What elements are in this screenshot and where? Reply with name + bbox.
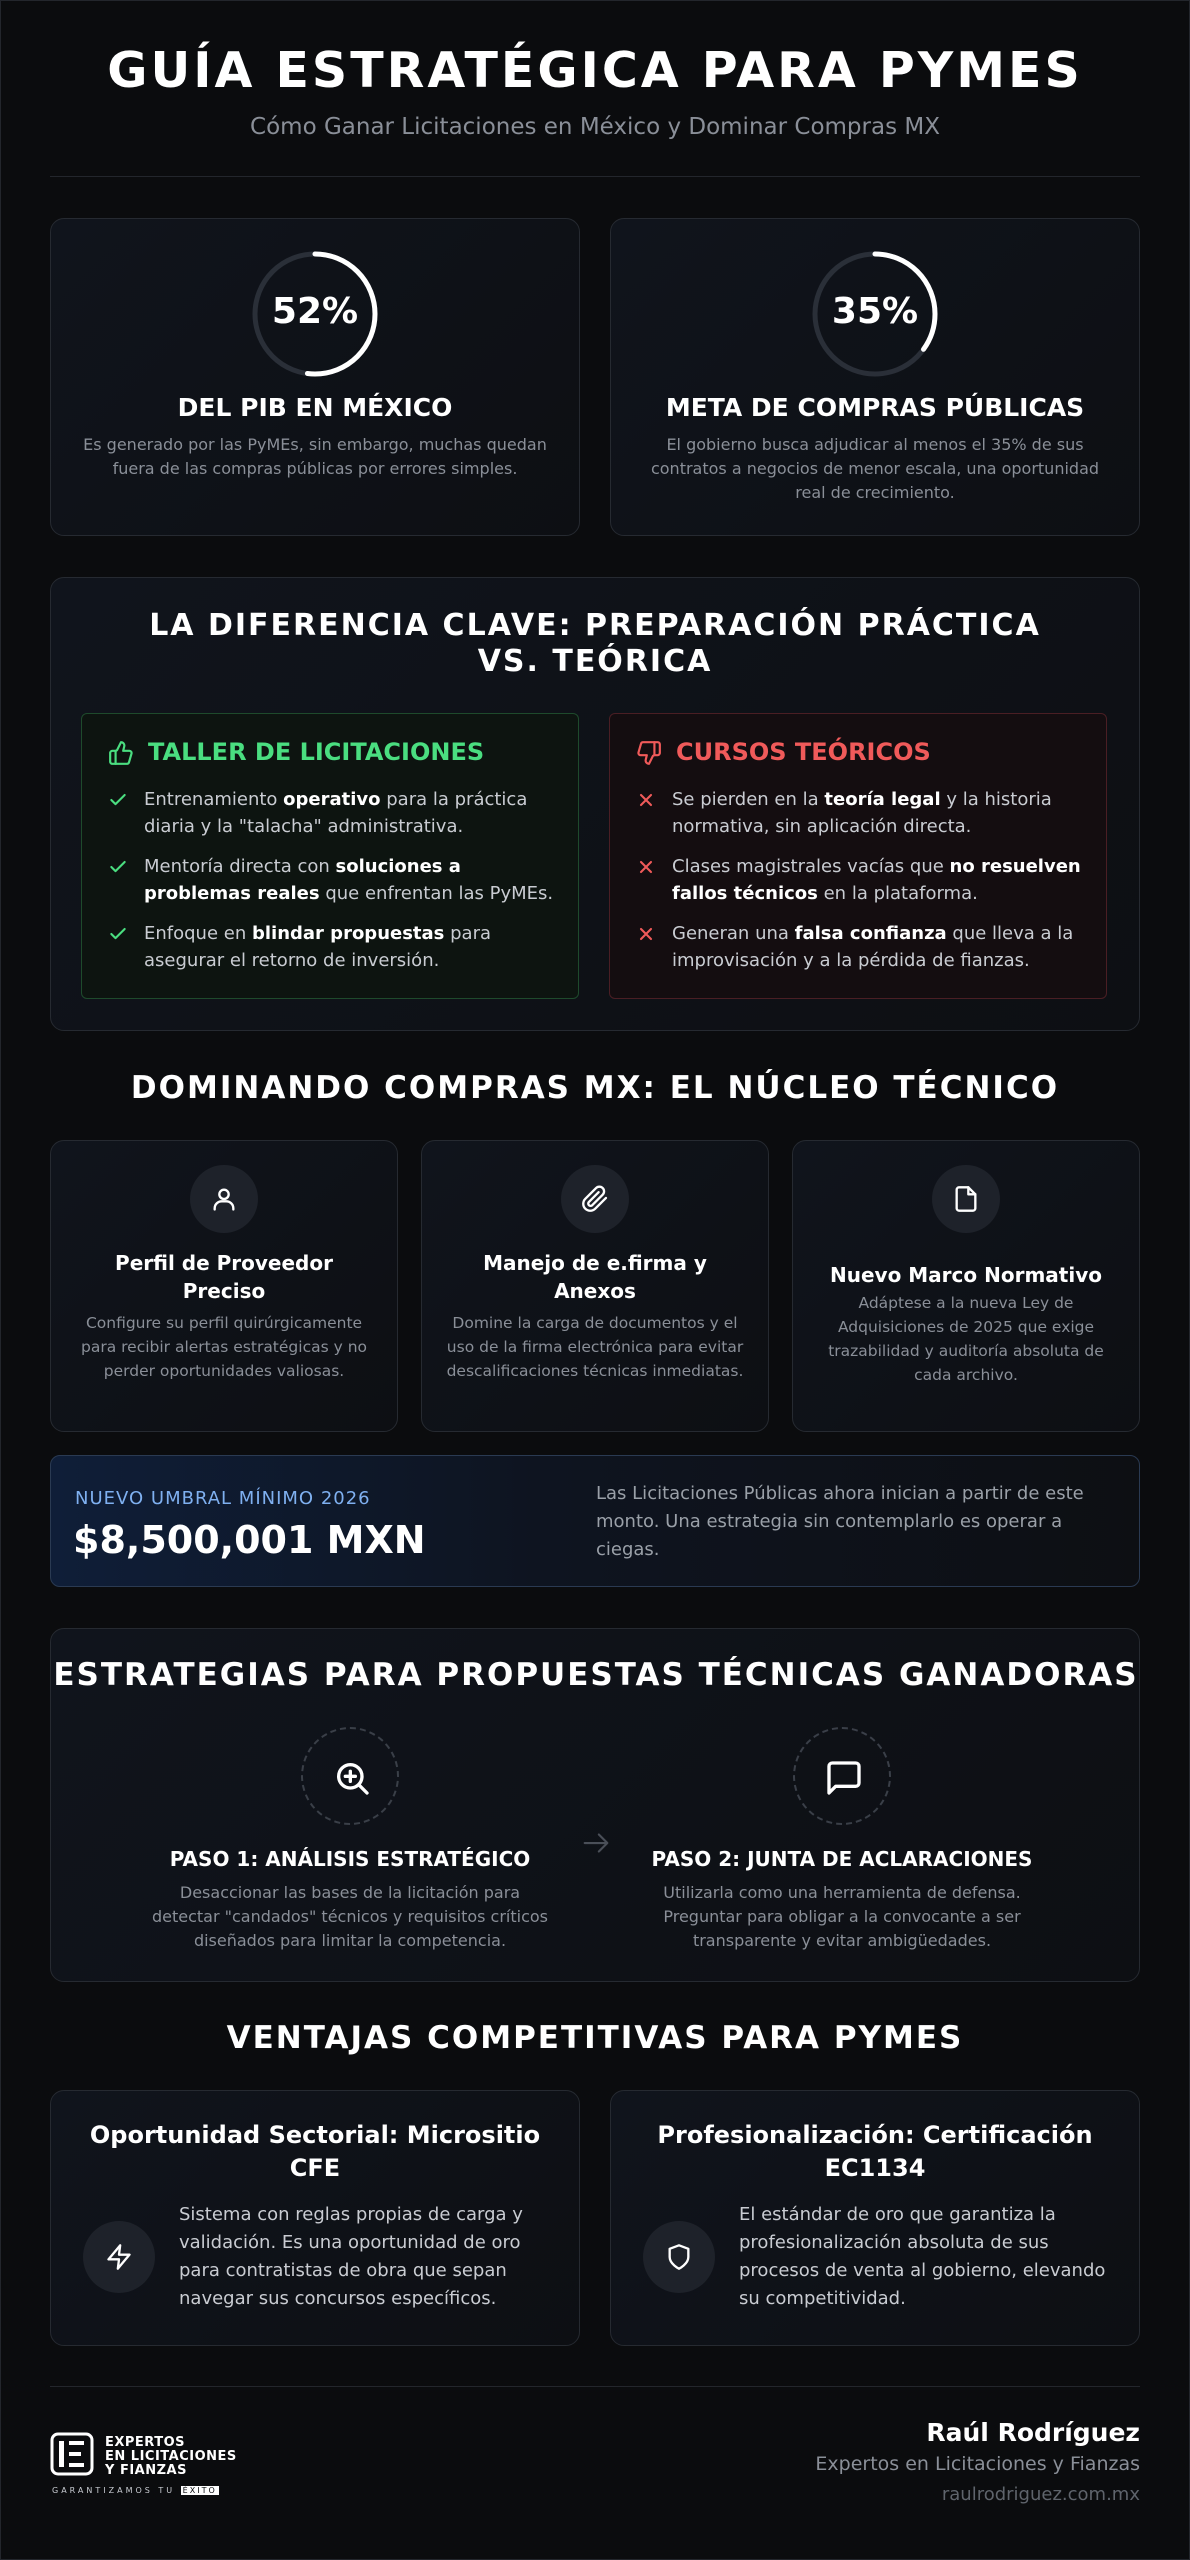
author-organization: Expertos en Licitaciones y Fianzas xyxy=(815,2453,1140,2475)
x-icon xyxy=(636,924,656,944)
difference-section xyxy=(50,577,1140,1031)
stat-title: META DE COMPRAS PÚBLICAS xyxy=(665,393,1085,422)
list-item-text: Enfoque en blindar propuestas para asegurar el retorno de inversión. xyxy=(144,923,492,971)
magnify-plus-icon xyxy=(332,1758,372,1798)
user-icon xyxy=(210,1185,238,1213)
list-item xyxy=(108,786,558,840)
stat-title: DEL PIB EN MÉXICO xyxy=(177,393,453,422)
header-divider xyxy=(50,176,1140,177)
feature-text: Configure su perfil quirúrgicamente para recibir alertas estratégicas y no perder oportunidades valiosas. xyxy=(80,1314,368,1380)
stat-description: El gobierno busca adjudicar al menos el 35% de sus contratos a negocios de menor escala, una oportunidad real de crecimiento. xyxy=(650,435,1100,502)
step-title: PASO 2: JUNTA DE ACLARACIONES xyxy=(651,1847,1033,1871)
workshop-column xyxy=(81,713,579,999)
x-icon xyxy=(636,790,656,810)
feature-card xyxy=(792,1140,1140,1432)
author-website-link[interactable]: raulrodriguez.com.mx xyxy=(941,2484,1140,2505)
threshold-label: NUEVO UMBRAL MÍNIMO 2026 xyxy=(75,1488,371,1509)
feature-card xyxy=(50,1140,398,1432)
feature-text: Domine la carga de documentos y el uso de la firma electrónica para evitar descalificaciones técnicas inmediatas. xyxy=(446,1314,744,1380)
advantage-title: Oportunidad Sectorial: Micrositio CFE xyxy=(89,2121,541,2182)
paperclip-icon xyxy=(581,1185,609,1213)
feature-card xyxy=(421,1140,769,1432)
feature-title: Nuevo Marco Normativo xyxy=(830,1263,1102,1287)
list-item xyxy=(108,853,558,907)
thumbs-down-icon xyxy=(636,740,662,766)
logo-tagline: GARANTIZAMOS TU ÉXITO xyxy=(52,2486,217,2495)
threshold-text: Las Licitaciones Públicas ahora inician a partir de este monto. Una estrategia sin contemplarlo es operar a ciegas. xyxy=(596,1483,1084,1560)
advantage-title: Profesionalización: Certificación EC1134 xyxy=(657,2121,1093,2182)
list-item xyxy=(636,786,1086,840)
footer-divider xyxy=(50,2386,1140,2387)
stat-card-gdp xyxy=(50,218,580,536)
thumbs-up-icon xyxy=(108,740,134,766)
logo-text: EN LICITACIONES xyxy=(105,2449,237,2464)
list-item-text: Se pierden en la teoría legal y la historia normativa, sin aplicación directa. xyxy=(672,789,1052,837)
stat-description: Es generado por las PyMEs, sin embargo, muchas quedan fuera de las compras públicas por errores simples. xyxy=(83,435,547,478)
step-text: Desaccionar las bases de la licitación para detectar "candados" técnicos y requisitos críticos diseñados para limitar la competencia. xyxy=(151,1883,549,1950)
advantages-title: VENTAJAS COMPETITIVAS PARA PYMES xyxy=(226,2020,964,2056)
threshold-value: $8,500,001 MXN xyxy=(73,1518,426,1562)
threshold-banner xyxy=(50,1455,1140,1587)
lightning-icon xyxy=(105,2243,133,2271)
x-icon xyxy=(636,857,656,877)
advantage-card xyxy=(610,2090,1140,2346)
strategies-section xyxy=(50,1628,1140,1982)
list-item-text: Entrenamiento operativo para la práctica diaria y la "talacha" administrativa. xyxy=(144,789,528,837)
workshop-heading-text: TALLER DE LICITACIONES xyxy=(148,738,485,766)
stat-value: 35% xyxy=(831,291,919,332)
step-text: Utilizarla como una herramienta de defensa. Preguntar para obligar a la convocante a ser transparente y evitar ambigüedades. xyxy=(663,1883,1021,1950)
feature-title: Manejo de e.firma y Anexos xyxy=(483,1251,707,1303)
stat-card-public-purchases xyxy=(610,218,1140,536)
difference-title: LA DIFERENCIA CLAVE: PREPARACIÓN PRÁCTICA VS. TEÓRICA xyxy=(149,608,1041,679)
chat-icon xyxy=(824,1758,864,1798)
advantage-card xyxy=(50,2090,580,2346)
feature-text: Adáptese a la nueva Ley de Adquisiciones de 2025 que exige trazabilidad y auditoría absoluta de cada archivo. xyxy=(828,1294,1104,1384)
logo-mark-icon xyxy=(50,2432,94,2476)
stat-value: 52% xyxy=(271,291,359,332)
step-title: PASO 1: ANÁLISIS ESTRATÉGICO xyxy=(169,1847,531,1871)
page-title: GUÍA ESTRATÉGICA PARA PYMES xyxy=(107,42,1083,99)
list-item xyxy=(636,920,1086,974)
theory-course-column xyxy=(609,713,1107,999)
list-item-text: Clases magistrales vacías que no resuelven fallos técnicos en la plataforma. xyxy=(672,856,1081,904)
list-item-text: Generan una falsa confianza que lleva a la improvisación y a la pérdida de fianzas. xyxy=(672,923,1074,971)
page-subtitle: Cómo Ganar Licitaciones en México y Dominar Compras MX xyxy=(250,114,940,140)
document-icon xyxy=(952,1185,980,1213)
logo-text: EXPERTOS xyxy=(105,2435,186,2450)
strategies-title: ESTRATEGIAS PARA PROPUESTAS TÉCNICAS GANADORAS xyxy=(53,1657,1139,1693)
list-item-text: Mentoría directa con soluciones a problemas reales que enfrentan las PyMEs. xyxy=(144,856,554,904)
company-logo xyxy=(50,2430,250,2500)
author-name: Raúl Rodríguez xyxy=(926,2418,1140,2447)
advantage-text: El estándar de oro que garantiza la profesionalización absoluta de sus procesos de venta al gobierno, elevando su competitividad. xyxy=(739,2204,1106,2309)
check-icon xyxy=(108,924,128,944)
arrow-right-icon xyxy=(579,1826,613,1860)
advantage-text: Sistema con reglas propias de carga y validación. Es una oportunidad de oro para contratistas de obra que sepan navegar sus concursos específicos. xyxy=(179,2204,523,2309)
list-item xyxy=(108,920,558,974)
theory-heading-text: CURSOS TEÓRICOS xyxy=(676,738,931,766)
core-section-title: DOMINANDO COMPRAS MX: EL NÚCLEO TÉCNICO xyxy=(130,1070,1060,1106)
feature-title: Perfil de Proveedor Preciso xyxy=(115,1251,333,1303)
check-icon xyxy=(108,790,128,810)
logo-text: Y FIANZAS xyxy=(105,2463,187,2478)
list-item xyxy=(636,853,1086,907)
shield-icon xyxy=(665,2243,693,2271)
check-icon xyxy=(108,857,128,877)
